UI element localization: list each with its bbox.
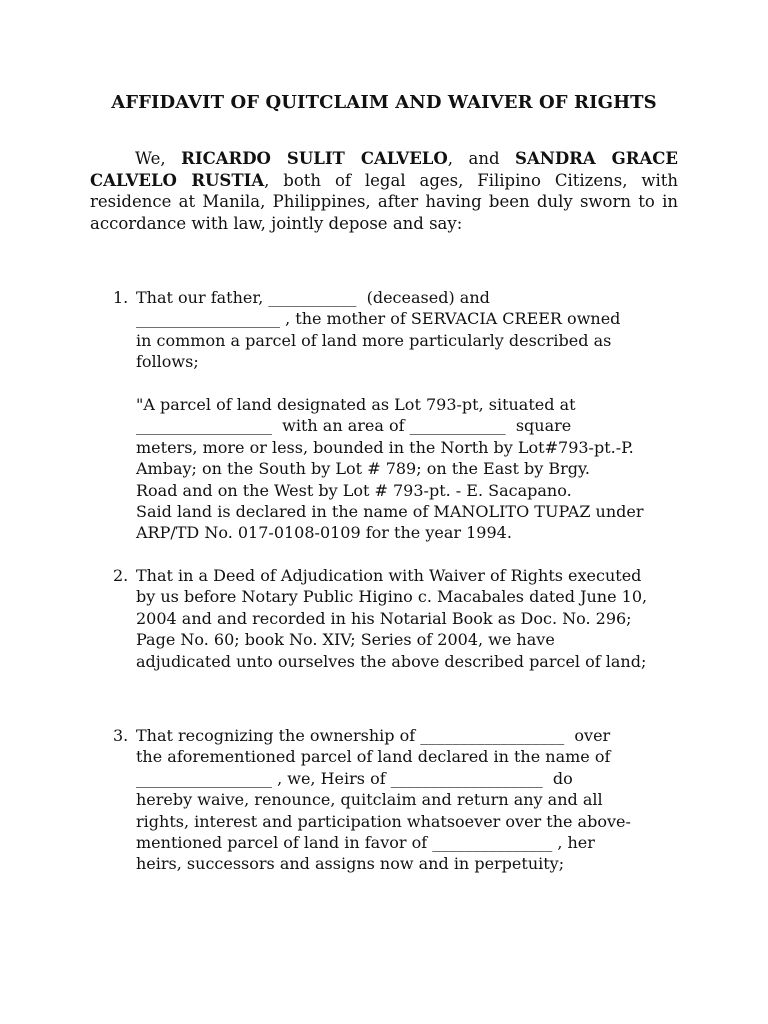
paragraph-line: rights, interest and participation whatsoever over the above-	[136, 811, 631, 831]
paragraph-number: 2.	[113, 566, 129, 585]
paragraph-number: 1.	[113, 288, 129, 307]
numbered-paragraph-2	[113, 565, 673, 672]
intro-and: , and	[447, 149, 516, 168]
paragraph-line: follows;	[136, 352, 199, 372]
intro-paragraph	[90, 148, 678, 234]
paragraph-number: 3.	[113, 726, 129, 745]
paragraph-line: __________________ , the mother of SERVACIA CREER owned	[136, 309, 621, 329]
property-description-line: _________________ with an area of ____________ square	[136, 416, 572, 436]
property-description-line: "A parcel of land designated as Lot 793-pt, situated at	[136, 395, 576, 415]
paragraph-line: heirs, successors and assigns now and in perpetuity;	[136, 854, 565, 874]
property-description-line: Road and on the West by Lot # 793-pt. - E. Sacapano.	[136, 480, 572, 500]
numbered-paragraph-1	[113, 287, 673, 544]
intro-we: We,	[135, 149, 182, 168]
paragraph-line: Page No. 60; book No. XIV; Series of 2004, we have	[136, 630, 555, 650]
property-description-line: meters, more or less, bounded in the North by Lot#793-pt.-P.	[136, 437, 634, 457]
intro-rest: , both of legal ages, Filipino Citizens, with residence at Manila, Philippines, after having been duly sworn to in accordance with law, jointly depose and say:	[90, 170, 679, 233]
paragraph-line: 2004 and and recorded in his Notarial Book as Doc. No. 296;	[136, 608, 632, 628]
paragraph-line: the aforementioned parcel of land declared in the name of	[136, 747, 611, 767]
affiant-name-2: SANDRA GRACE CALVELO RUSTIA	[90, 149, 678, 190]
paragraph-line: hereby waive, renounce, quitclaim and return any and all	[136, 790, 603, 810]
paragraph-line: That recognizing the ownership of __________________ over	[136, 726, 611, 745]
paragraph-line: mentioned parcel of land in favor of _______________ , her	[136, 833, 595, 853]
numbered-paragraph-3	[113, 725, 673, 875]
paragraph-line: That our father, ___________ (deceased) and	[136, 288, 490, 307]
property-description-line: ARP/TD No. 017-0108-0109 for the year 1994.	[136, 523, 512, 543]
paragraph-line: adjudicated unto ourselves the above described parcel of land;	[136, 651, 647, 671]
affiant-name-1: RICARDO SULIT CALVELO	[181, 149, 448, 168]
paragraph-line: in common a parcel of land more particularly described as	[136, 330, 612, 350]
paragraph-line: by us before Notary Public Higino c. Macabales dated June 10,	[136, 587, 648, 607]
property-description-line: Said land is declared in the name of MANOLITO TUPAZ under	[136, 502, 644, 522]
paragraph-line: _________________ , we, Heirs of ___________________ do	[136, 768, 573, 788]
document-title: AFFIDAVIT OF QUITCLAIM AND WAIVER OF RIGHTS	[111, 92, 657, 113]
property-description-line: Ambay; on the South by Lot # 789; on the East by Brgy.	[136, 459, 590, 479]
paragraph-line: That in a Deed of Adjudication with Waiver of Rights executed	[136, 566, 642, 585]
